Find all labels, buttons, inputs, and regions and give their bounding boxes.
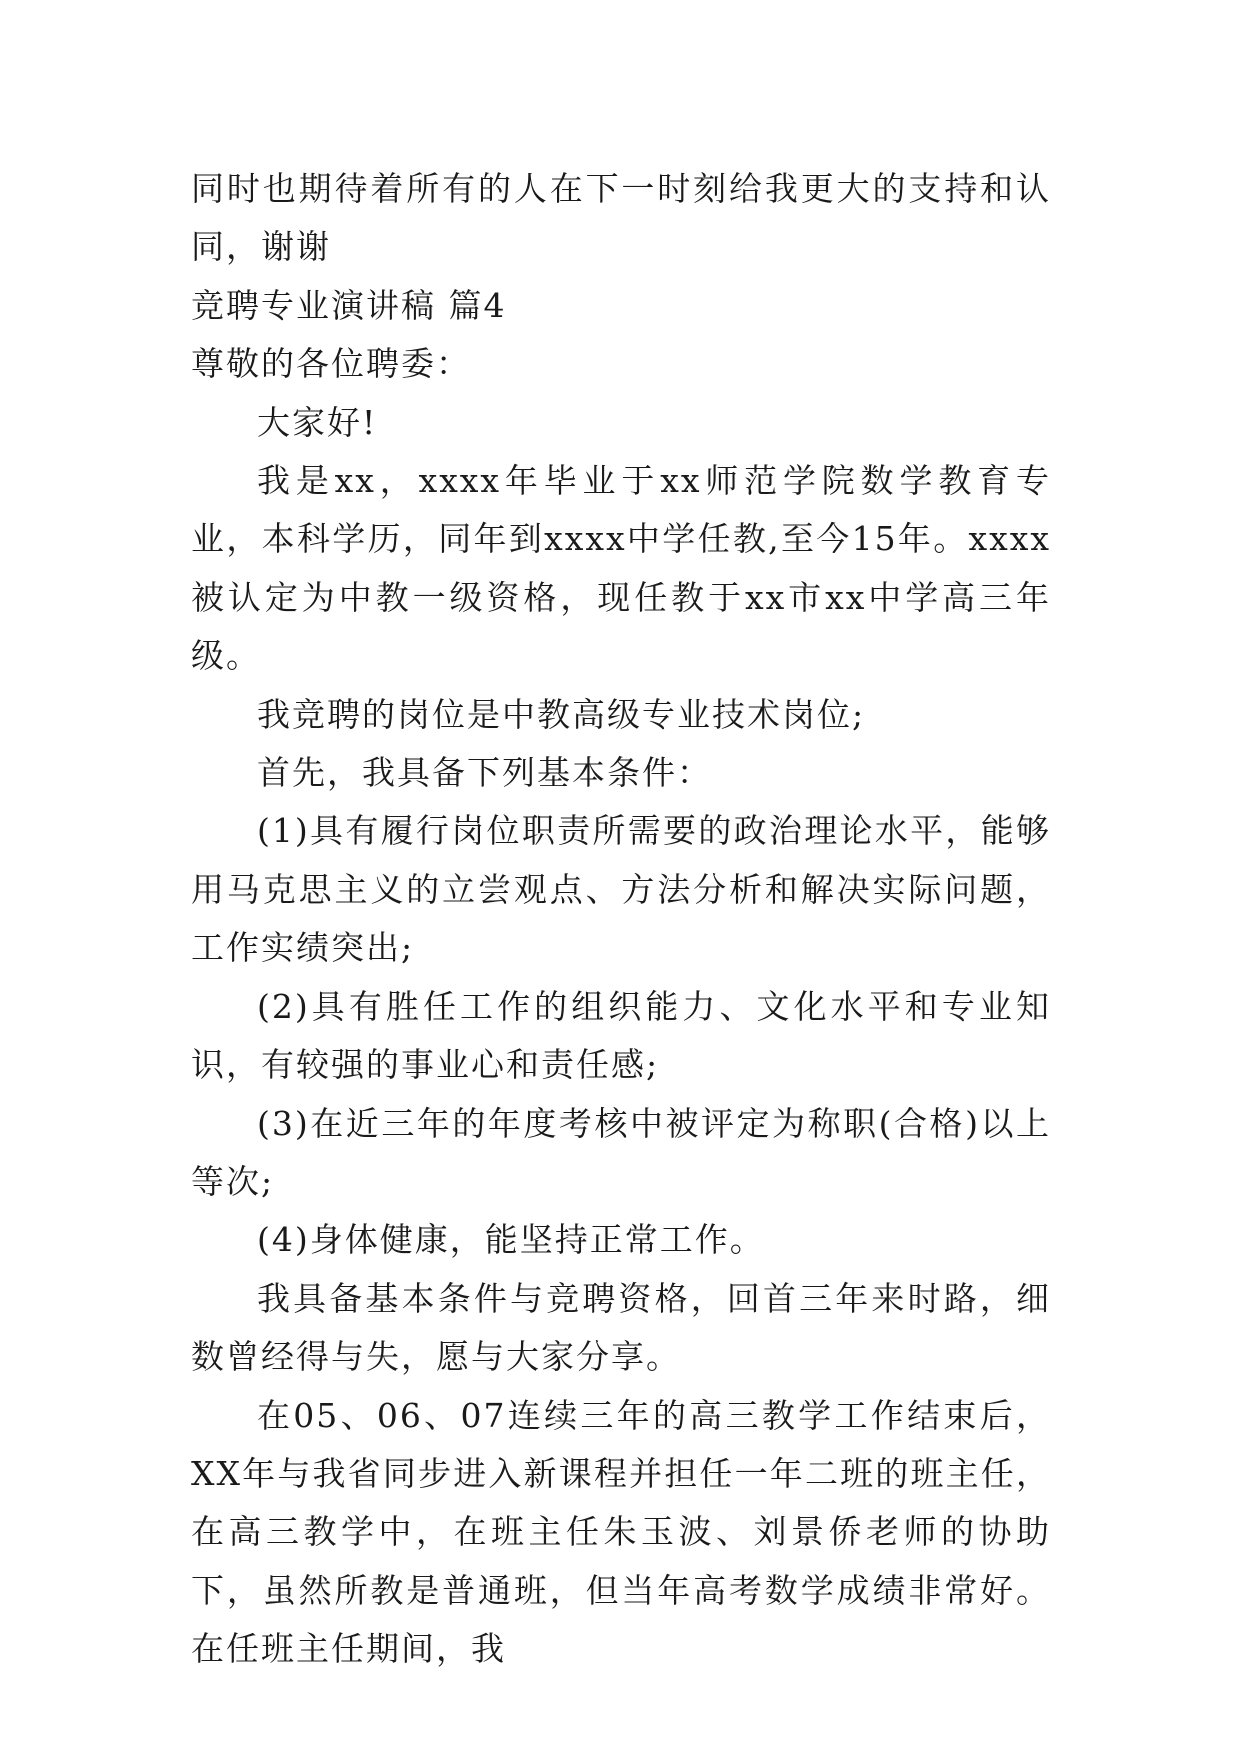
paragraph-teaching-work: 在05、06、07连续三年的高三教学工作结束后， XX年与我省同步进入新课程并担任一年二班的班主任，在高三教学中，在班主任朱玉波、刘景侨老师的协助下，虽然所教是普通班，但当年高考数学成绩非常好。在任班主任期间，我	[191, 1395, 1051, 1669]
salutation: 尊敬的各位聘委：	[191, 344, 471, 384]
paragraph-review: 我具备基本条件与竞聘资格，回首三年来时路，细数曾经得与失，愿与大家分享。	[191, 1278, 1051, 1377]
section-heading: 竞聘专业演讲稿 篇4	[191, 285, 507, 325]
paragraph-conditions-intro: 首先，我具备下列基本条件：	[257, 753, 712, 793]
paragraph-closing-thanks: 同时也期待着所有的人在下一时刻给我更大的支持和认同，谢谢	[191, 169, 1051, 267]
paragraph-position: 我竞聘的岗位是中教高级专业技术岗位;	[257, 694, 866, 734]
condition-item-3: (3)在近三年的年度考核中被评定为称职(合格)以上等次;	[191, 1103, 1051, 1201]
condition-item-2: (2)具有胜任工作的组织能力、文化水平和专业知识，有较强的事业心和责任感;	[191, 986, 1051, 1085]
condition-item-4: (4)身体健康，能坚持正常工作。	[257, 1220, 765, 1260]
document-body	[191, 160, 1051, 1679]
condition-item-1: (1)具有履行岗位职责所需要的政治理论水平，能够用马克思主义的立尝观点、方法分析和解决实际问题，工作实绩突出;	[191, 811, 1051, 968]
paragraph-self-intro: 我是xx，xxxx年毕业于xx师范学院数学教育专业，本科学历，同年到xxxx中学任教,至今15年。xxxx被认定为中教一级资格，现任教于xx市xx中学高三年级。	[191, 461, 1051, 676]
greeting: 大家好!	[257, 402, 378, 442]
